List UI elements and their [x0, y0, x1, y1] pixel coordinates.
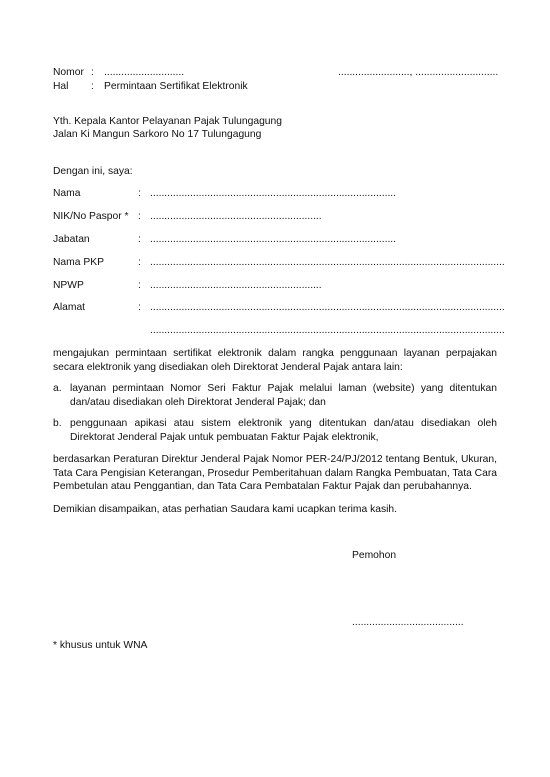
request-paragraph: mengajukan permintaan sertifikat elektronik dalam rangka penggunaan layanan perpajakan secara elektronik yang disediakan oleh Direktorat Jenderal Pajak antara lain: — [53, 348, 497, 373]
list-marker: b. — [53, 418, 62, 429]
field-colon: : — [138, 302, 141, 313]
field-colon: : — [138, 234, 141, 245]
field-label-nama-pkp: Nama PKP — [53, 257, 104, 268]
field-label-nama: Nama — [53, 188, 81, 199]
field-value-alamat: ............................................................................................................................ — [150, 302, 505, 313]
field-value-npwp: ............................................................ — [150, 280, 322, 291]
field-label-alamat: Alamat — [53, 302, 86, 313]
hal-colon: : — [91, 81, 94, 92]
field-value-nama: ...................................................................................... — [150, 188, 397, 199]
field-value-jabatan: ...................................................................................... — [150, 234, 397, 245]
list-item — [53, 382, 497, 409]
field-value-alamat-line-2: ............................................................................................................................ — [150, 325, 505, 336]
place-date: ........................., ............................. — [338, 67, 499, 78]
field-colon: : — [138, 280, 141, 291]
signature-title: Pemohon — [352, 550, 397, 561]
closing-text: Demikian disampaikan, atas perhatian Saudara kami ucapkan terima kasih. — [53, 504, 397, 515]
field-value-nik: ............................................................ — [150, 211, 322, 222]
list-item — [53, 417, 497, 444]
nomor-colon: : — [91, 67, 94, 78]
list-item-text: layanan permintaan Nomor Seri Faktur Pajak melalui laman (website) yang ditentukan dan/atau disediakan oleh Direktorat Jenderal Pajak; dan — [70, 383, 497, 408]
intro-text: Dengan ini, saya: — [53, 166, 133, 177]
hal-value: Permintaan Sertifikat Elektronik — [104, 81, 248, 92]
field-colon: : — [138, 211, 141, 222]
field-label-npwp: NPWP — [53, 280, 84, 291]
basis-paragraph: berdasarkan Peraturan Direktur Jenderal Pajak Nomor PER-24/PJ/2012 tentang Bentuk, Ukuran, Tata Cara Pengisian Keterangan, Prosedur Pemberitahuan dalam Rangka Pembuatan, Tata Cara Pembetulan atau Penggantian, dan Tata Cara Pembatalan Faktur Pajak dan perubahannya. — [53, 454, 497, 492]
nomor-value: ............................ — [104, 67, 185, 78]
list-marker: a. — [53, 383, 62, 394]
field-label-jabatan: Jabatan — [53, 234, 90, 245]
field-label-nik: NIK/No Paspor * — [53, 211, 129, 222]
field-colon: : — [138, 188, 141, 199]
signature-line: ....................................... — [352, 617, 464, 628]
hal-label: Hal — [53, 81, 69, 92]
footnote: * khusus untuk WNA — [53, 640, 148, 651]
field-colon: : — [138, 257, 141, 268]
list-item-text: penggunaan apikasi atau sistem elektronik yang ditentukan dan/atau disediakan oleh Direktorat Jenderal Pajak untuk pembuatan Faktur Pajak elektronik, — [70, 418, 497, 443]
recipient-line-1: Yth. Kepala Kantor Pelayanan Pajak Tulungagung — [53, 116, 282, 127]
nomor-label: Nomor — [53, 67, 84, 78]
field-value-nama-pkp: ............................................................................................................................ — [150, 257, 505, 268]
recipient-line-2: Jalan Ki Mangun Sarkoro No 17 Tulungagung — [53, 129, 262, 140]
